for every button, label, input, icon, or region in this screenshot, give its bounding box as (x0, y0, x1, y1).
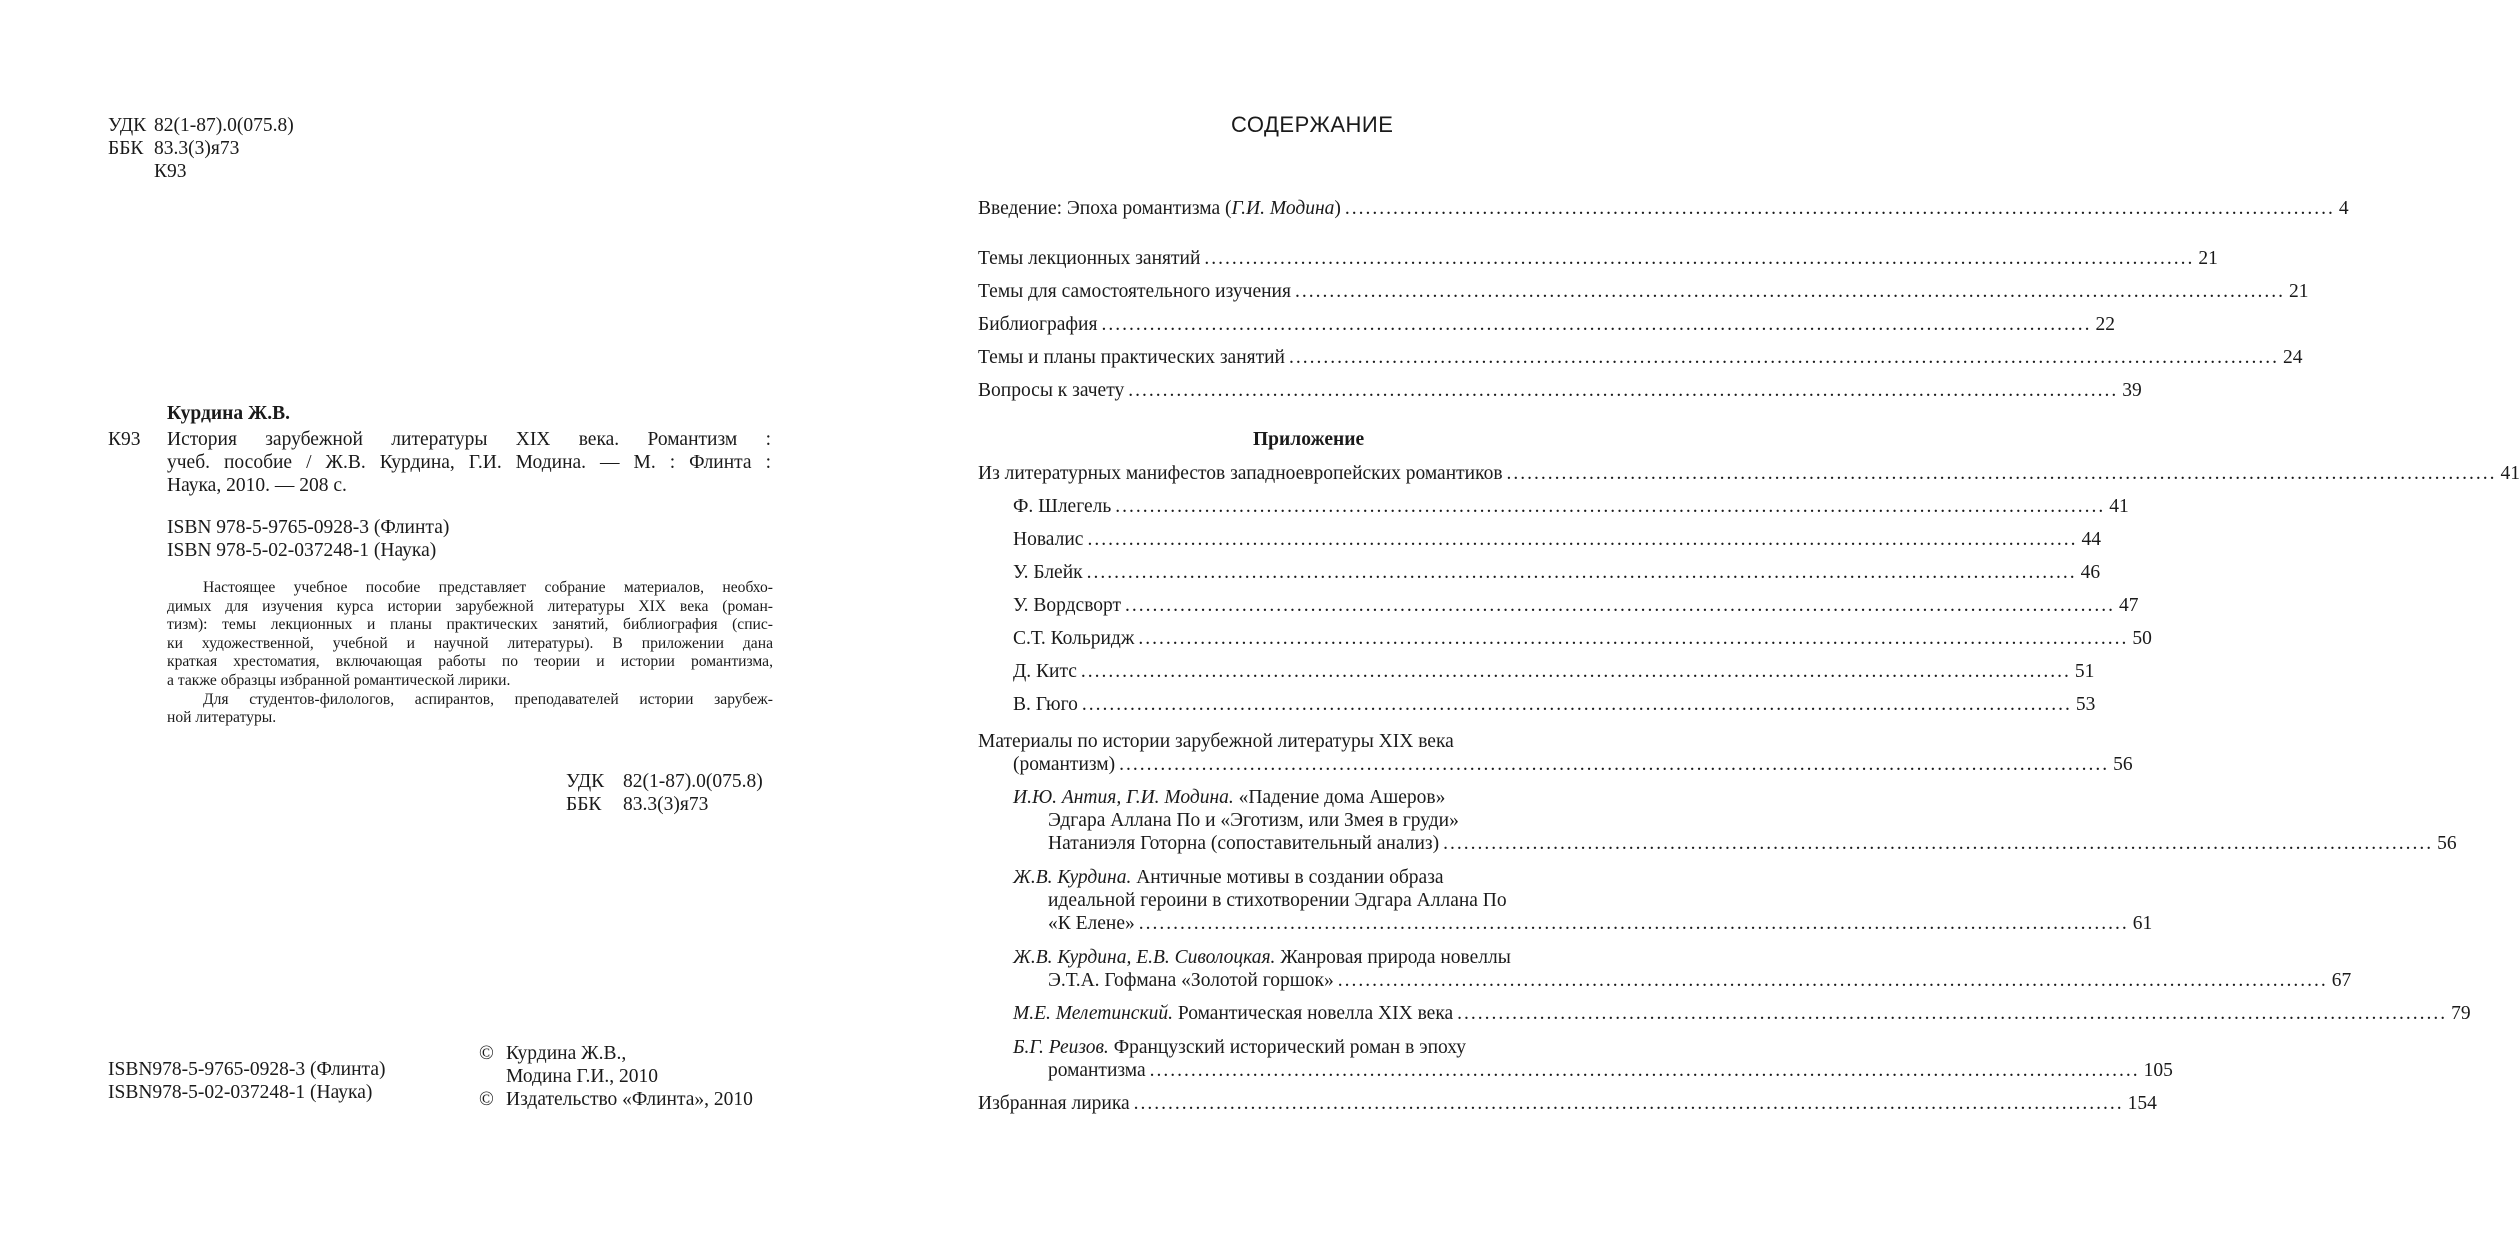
toc-entry[interactable]: Темы и планы практических занятий ................................................................................................................................................ 24 (978, 347, 2303, 368)
page-number: 4 (2338, 198, 2349, 219)
page-number: 41 (2109, 496, 2129, 517)
page-number: 41 (2500, 463, 2520, 484)
leader-dots: ................................................................................................................................................ (1086, 562, 2077, 583)
toc-entry[interactable]: Введение: Эпоха романтизма (Г.И. Модина) ................................................................................................................................................ 4 (978, 198, 2349, 219)
toc-entry[interactable]: У. Блейк ................................................................................................................................................ 46 (1013, 562, 2101, 583)
leader-dots: ................................................................................................................................................ (1149, 1060, 2140, 1081)
page-number: 24 (2283, 347, 2303, 368)
page-number: 154 (2127, 1093, 2157, 1114)
page-number: 21 (2288, 281, 2309, 302)
leader-dots: ................................................................................................................................................ (1204, 248, 2195, 269)
page-number: 46 (2080, 562, 2101, 583)
toc-entry[interactable]: Ф. Шлегель ................................................................................................................................................ 41 (1013, 496, 2129, 517)
leader-dots: ................................................................................................................................................ (1138, 628, 2129, 649)
copyright-block: © Курдина Ж.В., Модина Г.И., 2010 © Издательство «Флинта», 2010 (479, 1043, 753, 1110)
bbk-code: ББК 83.3(3)я73 (108, 138, 240, 159)
toc-entry[interactable]: Темы лекционных занятий ................................................................................................................................................ 21 (978, 248, 2218, 269)
page-number: 47 (2119, 595, 2139, 616)
classification-codes (108, 114, 294, 183)
page-number: 56 (2437, 833, 2457, 854)
page-number: 21 (2198, 248, 2218, 269)
leader-dots: ................................................................................................................................................ (1128, 380, 2119, 401)
leader-dots: ................................................................................................................................................ (1337, 970, 2328, 991)
toc-entry[interactable]: С.Т. Кольридж ................................................................................................................................................ 50 (1013, 628, 2152, 649)
isbn-block: ISBN 978-5-9765-0928-3 (Флинта) ISBN 978-5-02-037248-1 (Наука) (167, 517, 450, 561)
page-number: 79 (2451, 1003, 2471, 1024)
toc-entry[interactable]: У. Вордсворт ................................................................................................................................................ 47 (1013, 595, 2139, 616)
toc-entry[interactable]: Библиография ................................................................................................................................................ 22 (978, 314, 2115, 335)
copyright-icon: © (479, 1089, 494, 1110)
call-mark: К93 (108, 429, 141, 450)
author-mark: К93 (154, 161, 187, 182)
leader-dots: ................................................................................................................................................ (1101, 314, 2092, 335)
toc-entry[interactable]: М.Е. Мелетинский. Романтическая новелла XIX века ................................................................................................................................................ 79 (1013, 1003, 2471, 1024)
bottom-isbn-block: ISBN978-5-9765-0928-3 (Флинта) ISBN978-5-02-037248-1 (Наука) (108, 1059, 386, 1103)
annotation: Настоящее учебное пособие представляет собрание материалов, необхо- димых для изучения курса истории зарубежной литературы XIX века (роман- тизм): темы лекционных и планы практических занятий, библиография (спис- ки художественной, учебной и научной литературы). В приложении дана краткая хрестоматия, включающая работы по теории и истории романтизма, а также образцы избранной романтической лирики. Для студентов-филологов, аспирантов, преподавателей истории зарубеж- ной литературы. (167, 579, 773, 727)
page-number: 44 (2081, 529, 2101, 550)
leader-dots: ................................................................................................................................................ (1344, 198, 2335, 219)
page-number: 56 (2113, 754, 2133, 775)
copyright-icon: © (479, 1043, 494, 1064)
leader-dots: ................................................................................................................................................ (1087, 529, 2078, 550)
toc-entry[interactable]: Ж.В. Курдина, Е.В. Сиволоцкая. Жанровая природа новеллы Э.Т.А. Гофмана «Золотой горшок» ................................................................................................................................................ 67 (1013, 947, 2352, 991)
toc-entry[interactable]: Темы для самостоятельного изучения ................................................................................................................................................ 21 (978, 281, 2309, 302)
toc-entry[interactable]: Вопросы к зачету ................................................................................................................................................ 39 (978, 380, 2142, 401)
bottom-classification-codes: УДК 82(1-87).0(075.8) ББК 83.3(3)я73 (566, 771, 763, 815)
toc-entry[interactable]: В. Гюго ................................................................................................................................................ 53 (1013, 694, 2096, 715)
leader-dots: ................................................................................................................................................ (1289, 347, 2279, 368)
leader-dots: ................................................................................................................................................ (1457, 1003, 2448, 1024)
leader-dots: ................................................................................................................................................ (1443, 833, 2434, 854)
toc-entry[interactable]: Новалис ................................................................................................................................................ 44 (1013, 529, 2101, 550)
toc-entry[interactable]: И.Ю. Антия, Г.И. Модина. «Падение дома Ашеров» Эдгара Аллана По и «Эготизм, или Змея в груди» Натаниэля Готорна (сопоставительный анализ) ................................................................................................................................................ 56 (1013, 787, 2457, 854)
leader-dots: ................................................................................................................................................ (1294, 281, 2285, 302)
leader-dots: ................................................................................................................................................ (1138, 913, 2129, 934)
toc-entry[interactable]: Избранная лирика ................................................................................................................................................ 154 (978, 1093, 2157, 1114)
page-number: 22 (2095, 314, 2115, 335)
appendix-heading: Приложение (1253, 429, 1365, 450)
toc-entry[interactable]: Д. Китс ................................................................................................................................................ 51 (1013, 661, 2095, 682)
leader-dots: ................................................................................................................................................ (1081, 694, 2072, 715)
page-number: 53 (2075, 694, 2096, 715)
leader-dots: ................................................................................................................................................ (1133, 1093, 2124, 1114)
toc-entry[interactable]: Б.Г. Реизов. Французский исторический роман в эпоху романтизма ................................................................................................................................................ 105 (1013, 1037, 2173, 1081)
toc-entry[interactable]: Материалы по истории зарубежной литературы XIX века (романтизм) ................................................................................................................................................ 56 (978, 731, 2133, 775)
leader-dots: ................................................................................................................................................ (1506, 463, 2497, 484)
page-number: 105 (2143, 1060, 2173, 1081)
toc-title: СОДЕРЖАНИЕ (1231, 112, 1394, 137)
udk-code: УДК 82(1-87).0(075.8) (108, 115, 294, 136)
toc-entry[interactable]: Ж.В. Курдина. Античные мотивы в создании образа идеальной героини в стихотворении Эдгара Аллана По «К Елене» ................................................................................................................................................ 61 (1013, 867, 2153, 934)
page-number: 39 (2122, 380, 2142, 401)
bibliographic-description: История зарубежной литературы XIX века. Романтизм : учеб. пособие / Ж.В. Курдина, Г.И. Модина. — М. : Флинта : Наука, 2010. — 208 с. (167, 429, 771, 496)
leader-dots: ................................................................................................................................................ (1119, 754, 2110, 775)
leader-dots: ................................................................................................................................................ (1080, 661, 2071, 682)
leader-dots: ................................................................................................................................................ (1115, 496, 2106, 517)
leader-dots: ................................................................................................................................................ (1125, 595, 2116, 616)
toc-entry[interactable]: Из литературных манифестов западноевропейских романтиков ................................................................................................................................................ 41 (978, 463, 2520, 484)
page-number: 61 (2132, 913, 2153, 934)
page-number: 67 (2331, 970, 2352, 991)
page-number: 51 (2074, 661, 2095, 682)
page-number: 50 (2132, 628, 2152, 649)
author-name: Курдина Ж.В. (167, 403, 290, 424)
